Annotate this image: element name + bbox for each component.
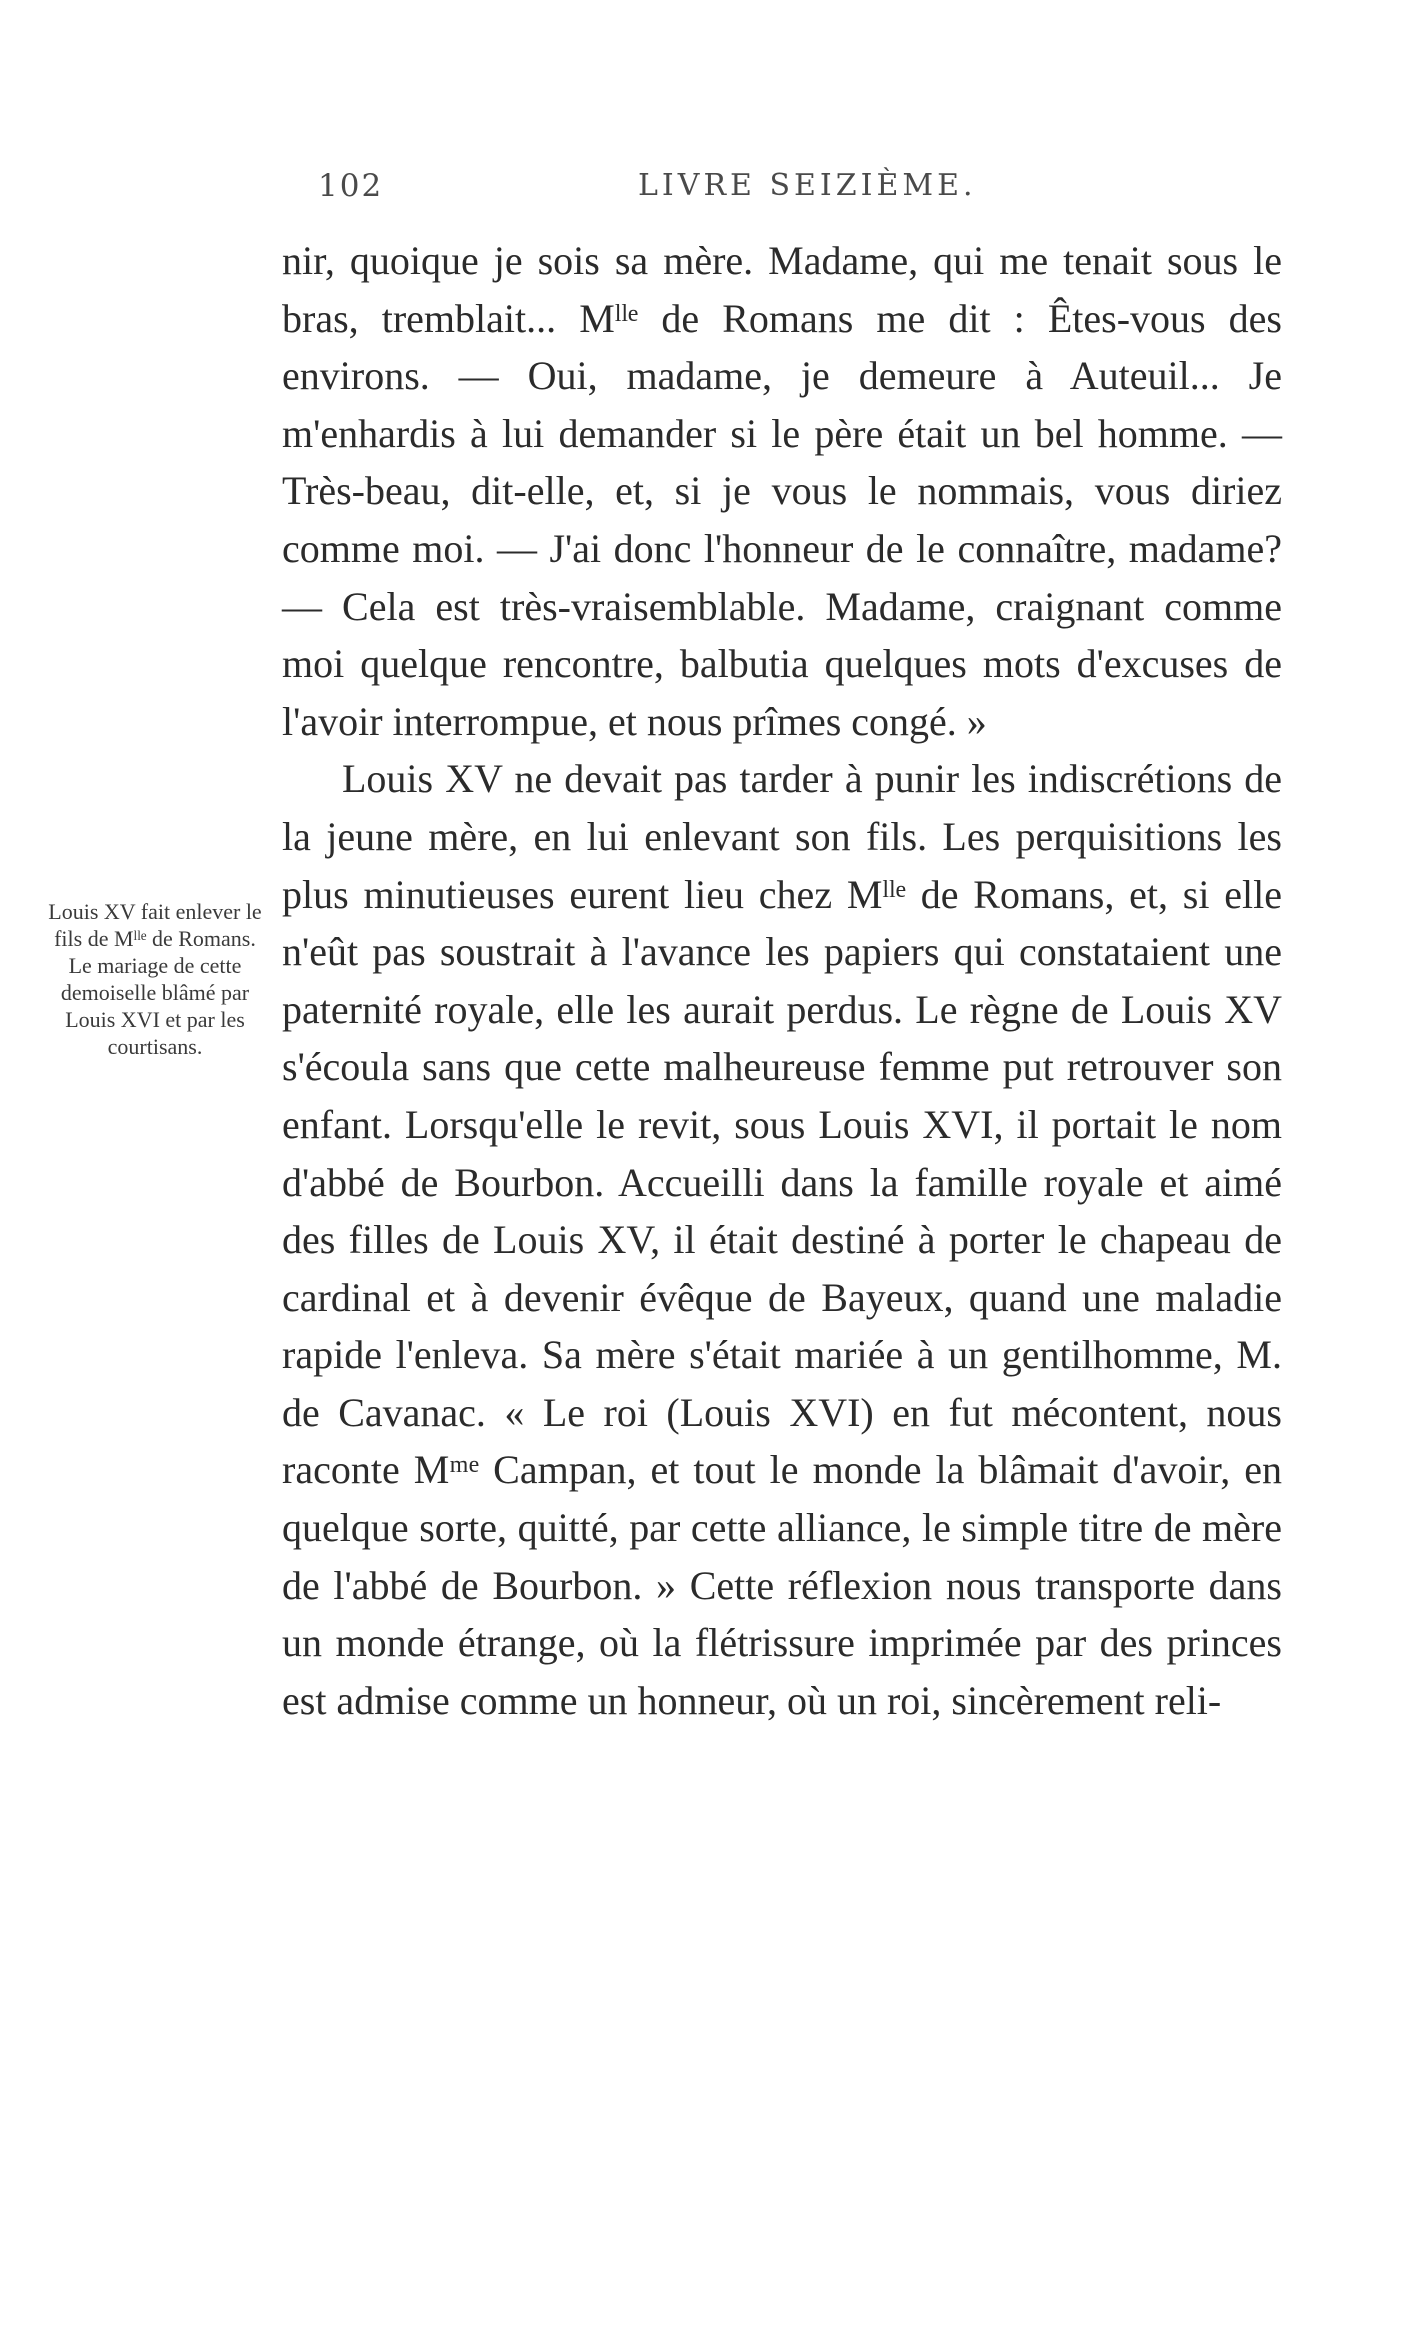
running-title: LIVRE SEIZIÈME.	[638, 168, 977, 203]
paragraph-2: Louis XV ne devait pas tarder à punir les indiscrétions de la jeune mère, en lui enlevant son fils. Les perquisitions les plus minutieuses eurent lieu chez Mˡˡᵉ de Romans, et, si elle n'eût pas soustrait à l'avance les papiers qui constataient une paternité royale, elle les aurait perdus. Le règne de Louis XV s'écoula sans que cette malheureuse femme put retrouver son enfant. Lorsqu'elle le revit, sous Louis XVI, il portait le nom d'abbé de Bourbon. Accueilli dans la famille royale et aimé des filles de Louis XV, il était destiné à porter le chapeau de cardinal et à devenir évêque de Bayeux, quand une maladie rapide l'enleva. Sa mère s'était mariée à un gentilhomme, M. de Cavanac. « Le roi (Louis XVI) en fut mécontent, nous raconte Mᵐᵉ Campan, et tout le monde la blâmait d'avoir, en quelque sorte, quitté, par cette alliance, le simple titre de mère de l'abbé de Bourbon. » Cette réflexion nous transporte dans un monde étrange, où la flétrissure imprimée par des princes est admise comme un honneur, où un roi, sincèrement reli-	[282, 756, 1282, 1723]
body-text	[282, 232, 1282, 1729]
running-header	[0, 168, 1413, 218]
paragraph-1: nir, quoique je sois sa mère. Madame, qui me tenait sous le bras, tremblait... Mˡˡᵉ de Romans me dit : Êtes-vous des environs. — Oui, madame, je demeure à Auteuil... Je m'enhardis à lui demander si le père était un bel homme. — Très-beau, dit-elle, et, si je vous le nommais, vous diriez comme moi. — J'ai donc l'honneur de le connaître, madame? — Cela est très-vraisemblable. Madame, craignant comme moi quelque rencontre, balbutia quelques mots d'excuses de l'avoir interrompue, et nous prîmes congé. »	[282, 238, 1282, 744]
page-number: 102	[318, 168, 384, 204]
margin-note: Louis XV fait enlever le fils de Mˡˡᵉ de Romans. Le mariage de cette demoiselle blâmé par Louis XVI et par les courtisans.	[48, 899, 262, 1059]
